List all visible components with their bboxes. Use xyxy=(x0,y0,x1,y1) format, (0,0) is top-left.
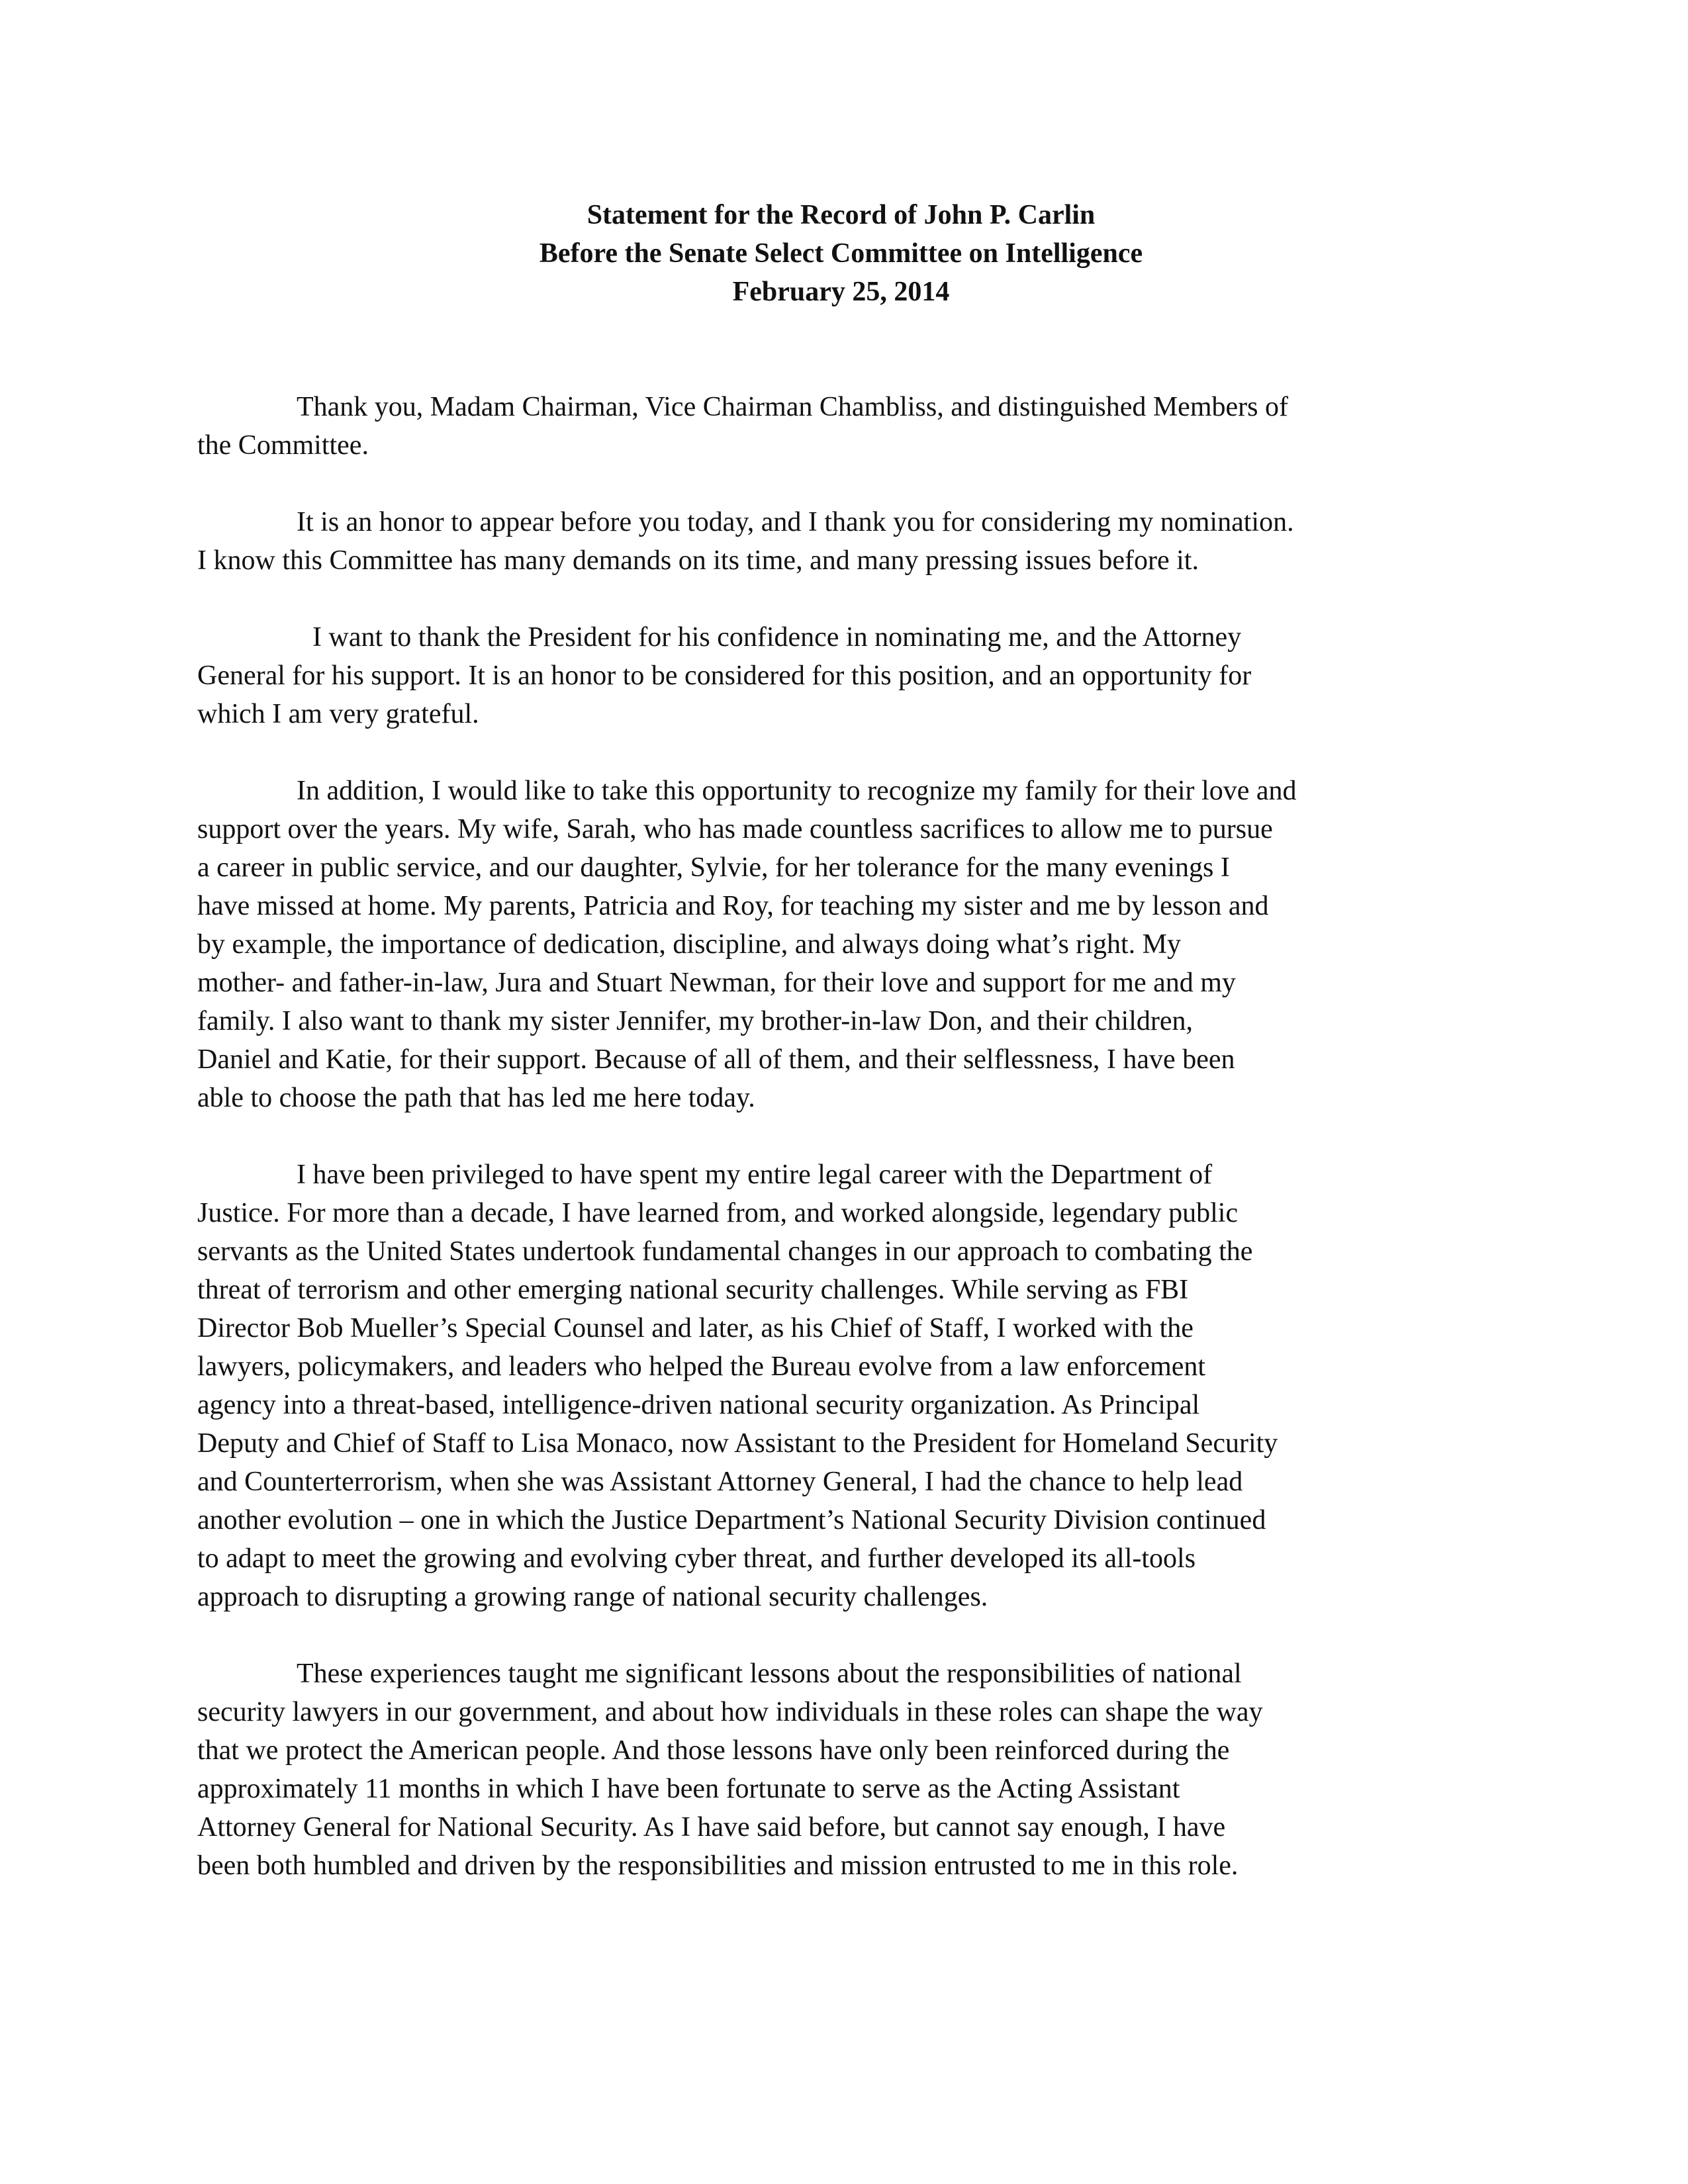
paragraph-thanks-president: I want to thank the President for his confidence in nominating me, and the Attorney General for his support. It is an honor to be considered for this position, and an opportunity for which I am very grateful. xyxy=(197,622,1252,729)
paragraph-honor: It is an honor to appear before you today, and I thank you for considering my nomination. I know this Committee has many demands on its time, and many pressing issues before it. xyxy=(197,507,1294,576)
paragraph-greeting: Thank you, Madam Chairman, Vice Chairman Chambliss, and distinguished Members of the Committee. xyxy=(197,392,1288,461)
title-line-committee: Before the Senate Select Committee on Intelligence xyxy=(539,238,1143,269)
document-page xyxy=(197,196,1485,1923)
document-title xyxy=(197,196,1485,311)
paragraph-family: In addition, I would like to take this opportunity to recognize my family for their love and support over the years. My wife, Sarah, who has made countless sacrifices to allow me to pursue a career in public service, and our daughter, Sylvie, for her tolerance for the many evenings I have missed at home. My parents, Patricia and Roy, for teaching my sister and me by lesson and by example, the importance of dedication, discipline, and always doing what’s right. My mother- and father-in-law, Jura and Stuart Newman, for their love and support for me and my family. I also want to thank my sister Jennifer, my brother-in-law Don, and their children, Daniel and Katie, for their support. Because of all of them, and their selflessness, I have been able to choose the path that has led me here today. xyxy=(197,776,1297,1113)
title-line-date: February 25, 2014 xyxy=(732,277,950,307)
paragraph-experiences: These experiences taught me significant lessons about the responsibilities of national security lawyers in our government, and about how individuals in these roles can shape the way that we protect the American people. And those lessons have only been reinforced during the approximately 11 months in which I have been fortunate to serve as the Acting Assistant Attorney General for National Security. As I have said before, but cannot say enough, I have been both humbled and driven by the responsibilities and mission entrusted to me in this role. xyxy=(197,1659,1263,1881)
statement-body xyxy=(197,388,1485,1885)
paragraph-career: I have been privileged to have spent my entire legal career with the Department of Justice. For more than a decade, I have learned from, and worked alongside, legendary public servants as the United States undertook fundamental changes in our approach to combating the threat of terrorism and other emerging national security challenges. While serving as FBI Director Bob Mueller’s Special Counsel and later, as his Chief of Staff, I worked with the lawyers, policymakers, and leaders who helped the Bureau evolve from a law enforcement agency into a threat-based, intelligence-driven national security organization. As Principal Deputy and Chief of Staff to Lisa Monaco, now Assistant to the President for Homeland Security and Counterterrorism, when she was Assistant Attorney General, I had the chance to help lead another evolution – one in which the Justice Department’s National Security Division continued to adapt to meet the growing and evolving cyber threat, and further developed its all-tools approach to disrupting a growing range of national security challenges. xyxy=(197,1160,1278,1612)
title-line-statement: Statement for the Record of John P. Carlin xyxy=(586,200,1096,230)
